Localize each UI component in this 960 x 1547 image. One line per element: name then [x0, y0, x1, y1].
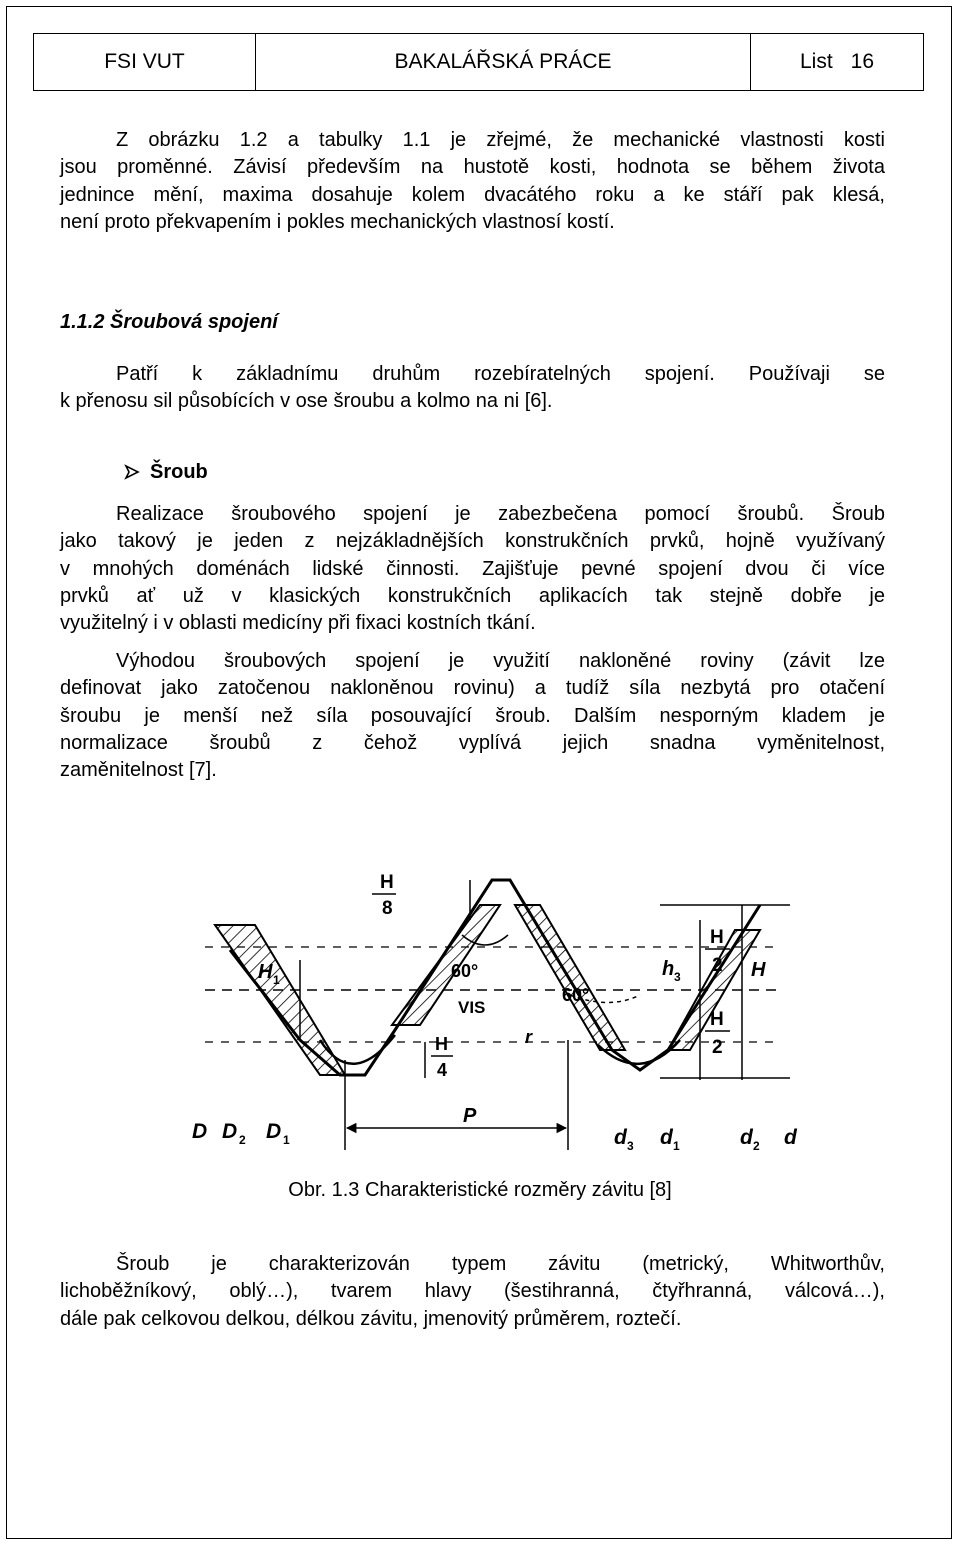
- svg-text:2: 2: [239, 1133, 246, 1147]
- header-page: [751, 34, 923, 90]
- paragraph-mechanical-properties: [60, 127, 885, 236]
- svg-text:d: d: [740, 1126, 753, 1149]
- svg-text:3: 3: [627, 1139, 634, 1153]
- label-d3: [614, 1126, 634, 1153]
- label-D2: [222, 1120, 246, 1147]
- svg-text:d: d: [614, 1126, 627, 1149]
- svg-text:2: 2: [712, 955, 723, 976]
- arrow-bullet-icon: [124, 463, 140, 486]
- header-page-number: 16: [850, 50, 875, 73]
- svg-text:h: h: [662, 958, 675, 980]
- svg-text:3: 3: [674, 970, 681, 984]
- text-line: jednince mění, maxima dosahuje kolem dvacátého roku a ke stáří pak klesá,: [60, 183, 885, 206]
- text-line: definovat jako zatočenou nakloněnou rovinu) a tudíž síla nezbytá pro otačení: [60, 677, 885, 700]
- svg-text:H: H: [258, 961, 273, 983]
- text-line: lichoběžníkový, oblý…), tvarem hlavy (šestihranná, čtyřhranná, válcová…),: [60, 1280, 885, 1303]
- label-d: d: [784, 1126, 797, 1149]
- label-pitch: P: [463, 1105, 477, 1127]
- section-number: 1.1.2: [60, 311, 105, 333]
- header-page-label: List: [799, 50, 833, 73]
- page-header: [33, 33, 924, 91]
- label-D1: [266, 1120, 290, 1147]
- svg-text:H: H: [710, 927, 724, 948]
- text-line: jsou proměnné. Závisí především na hustotě kosti, hodnota se během života: [60, 156, 885, 179]
- header-document-type: BAKALÁŘSKÁ PRÁCE: [256, 34, 751, 90]
- label-d1: [660, 1126, 680, 1153]
- svg-text:2: 2: [712, 1037, 723, 1058]
- label-angle-60-right: 60°: [562, 985, 590, 1005]
- label-h-over-4: [431, 1034, 453, 1080]
- label-vis: VIS: [458, 998, 486, 1017]
- svg-text:H: H: [710, 1009, 724, 1030]
- svg-text:1: 1: [673, 1139, 680, 1153]
- text-line: dále pak celkovou delkou, délkou závitu, jmenovitý průměrem, roztečí.: [60, 1307, 682, 1330]
- text-line: Patří k základnímu druhům rozebíratelných spojení. Používaji se: [116, 363, 885, 385]
- label-D: D: [192, 1120, 208, 1143]
- paragraph-screw-realization: [60, 501, 885, 637]
- label-d2: [740, 1126, 760, 1153]
- text-line: využitelný i v oblasti medicíny při fixaci kostních tkání.: [60, 612, 536, 635]
- text-line: v mnohých doménách lidské činnosti. Zajišťuje pevné spojení dvou či více: [60, 557, 885, 580]
- paragraph-screw-joints: [60, 361, 885, 416]
- text-line: zaměnitelnost [7].: [60, 759, 217, 782]
- svg-text:8: 8: [382, 898, 393, 919]
- svg-text:2: 2: [753, 1139, 760, 1153]
- bullet-title: Šroub: [150, 461, 208, 483]
- svg-text:1: 1: [283, 1133, 290, 1147]
- paragraph-screw-characteristics: [60, 1251, 885, 1333]
- label-radius: r: [525, 1027, 533, 1047]
- svg-text:1: 1: [273, 973, 280, 987]
- text-line: normalizace šroubů z čehož vyplívá jejich snadna vyměnitelnost,: [60, 731, 885, 754]
- header-institution: FSI VUT: [34, 34, 256, 90]
- section-title: Šroubová spojení: [110, 311, 278, 333]
- figure-caption: Obr. 1.3 Charakteristické rozměry závitu [8]: [288, 1179, 672, 1201]
- label-h3: [662, 958, 681, 984]
- text-line: Z obrázku 1.2 a tabulky 1.1 je zřejmé, že mechanické vlastnosti kosti: [116, 129, 885, 151]
- text-line: Šroub je charakterizován typem závitu (metrický, Whitworthův,: [116, 1253, 885, 1275]
- label-H: H: [751, 959, 766, 981]
- text-line: jako takový je jeden z nejzákladnějších konstrukčních prvků, hojně využívaný: [60, 530, 885, 553]
- thread-profile-diagram: [185, 868, 805, 1158]
- label-angle-60-left: 60°: [451, 961, 479, 981]
- svg-text:d: d: [660, 1126, 673, 1149]
- text-line: není proto překvapením i pokles mechanických vlastnosí kostí.: [60, 210, 615, 233]
- thread-dimensions-figure: [185, 868, 805, 1158]
- svg-text:D: D: [266, 1120, 282, 1143]
- svg-text:D: D: [222, 1120, 238, 1143]
- svg-text:4: 4: [437, 1060, 448, 1080]
- svg-text:H: H: [435, 1034, 448, 1054]
- text-line: k přenosu sil působících v ose šroubu a kolmo na ni [6].: [60, 390, 553, 413]
- thread-tooth-left: [215, 925, 345, 1075]
- text-line: Výhodou šroubových spojení je využití nakloněné roviny (závit lze: [116, 650, 885, 672]
- section-heading: [60, 311, 278, 334]
- paragraph-screw-advantages: [60, 648, 885, 784]
- text-line: šroubu je menší než síla posouvající šroub. Dalším nesporným kladem je: [60, 704, 885, 727]
- bullet-heading: [150, 461, 208, 484]
- text-line: prvků ať už v klasických konstrukčních aplikacích tak stejně dobře je: [60, 584, 885, 607]
- label-h-over-8: [372, 872, 396, 919]
- text-line: Realizace šroubového spojení je zabezbečena pomocí šroubů. Šroub: [116, 503, 885, 525]
- svg-text:H: H: [380, 872, 394, 893]
